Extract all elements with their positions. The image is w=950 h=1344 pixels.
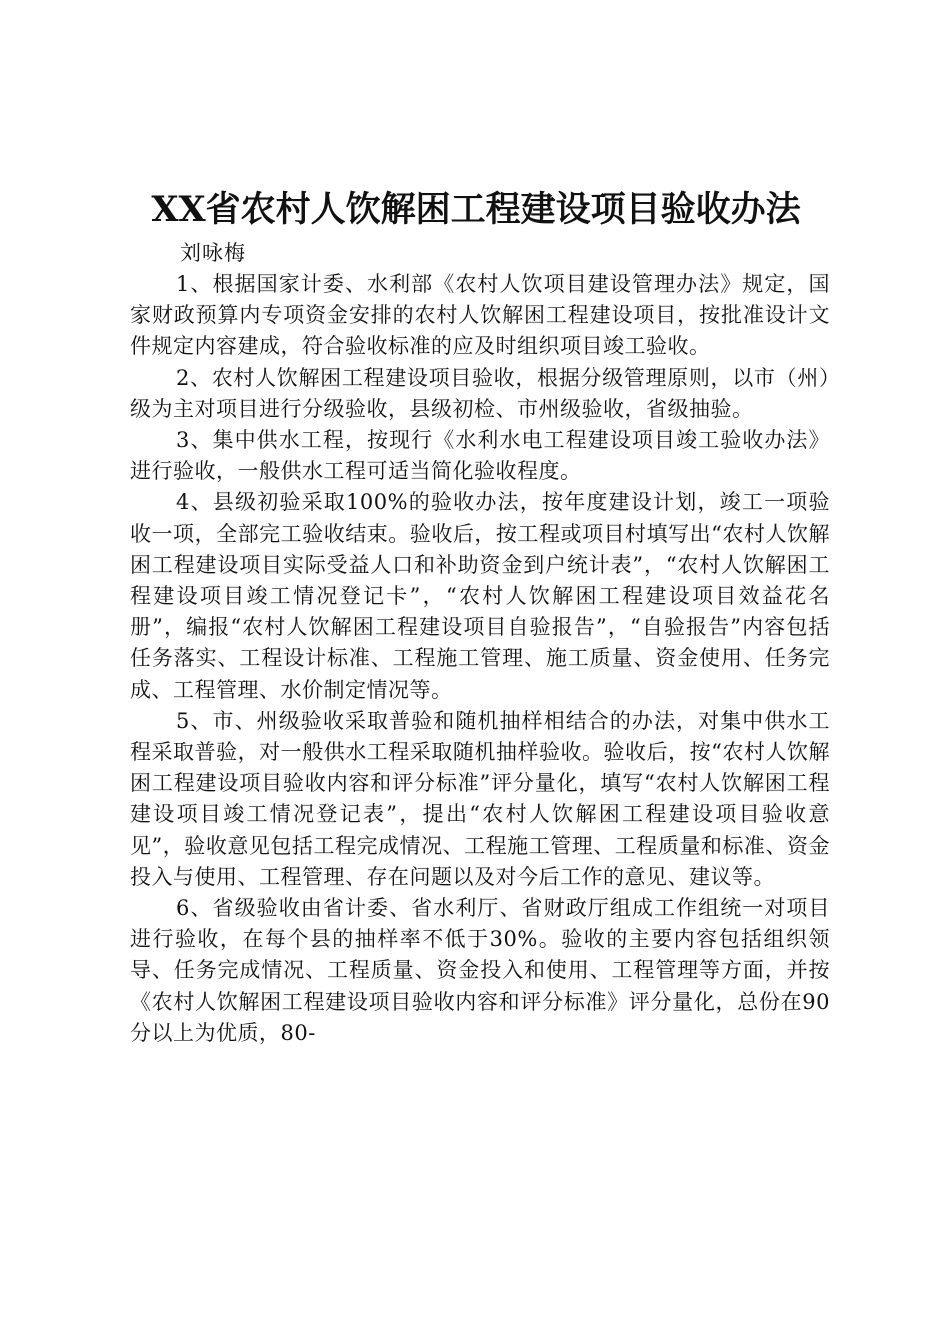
- paragraph-5: 5、市、州级验收采取普验和随机抽样相结合的办法，对集中供水工程采取普验，对一般供水工程采取随机抽样验收。验收后，按“农村人饮解困工程建设项目验收内容和评分标准”评分量化，填写“农村人饮解困工程建设项目竣工情况登记表”，提出“农村人饮解困工程建设项目验收意见”，验收意见包括工程完成情况、工程施工管理、工程质量和标准、资金投入与使用、工程管理、存在问题以及对今后工作的意见、建议等。: [130, 708, 830, 889]
- document-page: [130, 182, 830, 1049]
- paragraph-3: 3、集中供水工程，按现行《水利水电工程建设项目竣工验收办法》进行验收，一般供水工程可适当简化验收程度。: [130, 428, 830, 484]
- document-author: 刘咏梅: [180, 241, 246, 265]
- document-title: XX省农村人饮解困工程建设项目验收办法: [151, 189, 801, 230]
- paragraph-4: 4、县级初验采取100%的验收办法，按年度建设计划，竣工一项验收一项，全部完工验收结束。验收后，按工程或项目村填写出“农村人饮解困工程建设项目实际受益人口和补助资金到户统计表”，“农村人饮解困工程建设项目竣工情况登记卡”，“农村人饮解困工程建设项目效益花名册”，编报“农村人饮解困工程建设项目自验报告”，“自验报告”内容包括任务落实、工程设计标准、工程施工管理、施工质量、资金使用、任务完成、工程管理、水价制定情况等。: [130, 490, 830, 702]
- paragraph-6: 6、省级验收由省计委、省水利厅、省财政厅组成工作组统一对项目进行验收，在每个县的抽样率不低于30%。验收的主要内容包括组织领导、任务完成情况、工程质量、资金投入和使用、工程管理等方面，并按《农村人饮解困工程建设项目验收内容和评分标准》评分量化，总份在90分以上为优质，80-: [130, 896, 830, 1045]
- paragraph-2: 2、农村人饮解困工程建设项目验收，根据分级管理原则，以市（州）级为主对项目进行分级验收，县级初检、市州级验收，省级抽验。: [130, 365, 830, 421]
- paragraph-1: 1、根据国家计委、水利部《农村人饮项目建设管理办法》规定，国家财政预算内专项资金安排的农村人饮解困工程建设项目，按批准设计文件规定内容建成，符合验收标准的应及时组织项目竣工验收。: [130, 272, 830, 359]
